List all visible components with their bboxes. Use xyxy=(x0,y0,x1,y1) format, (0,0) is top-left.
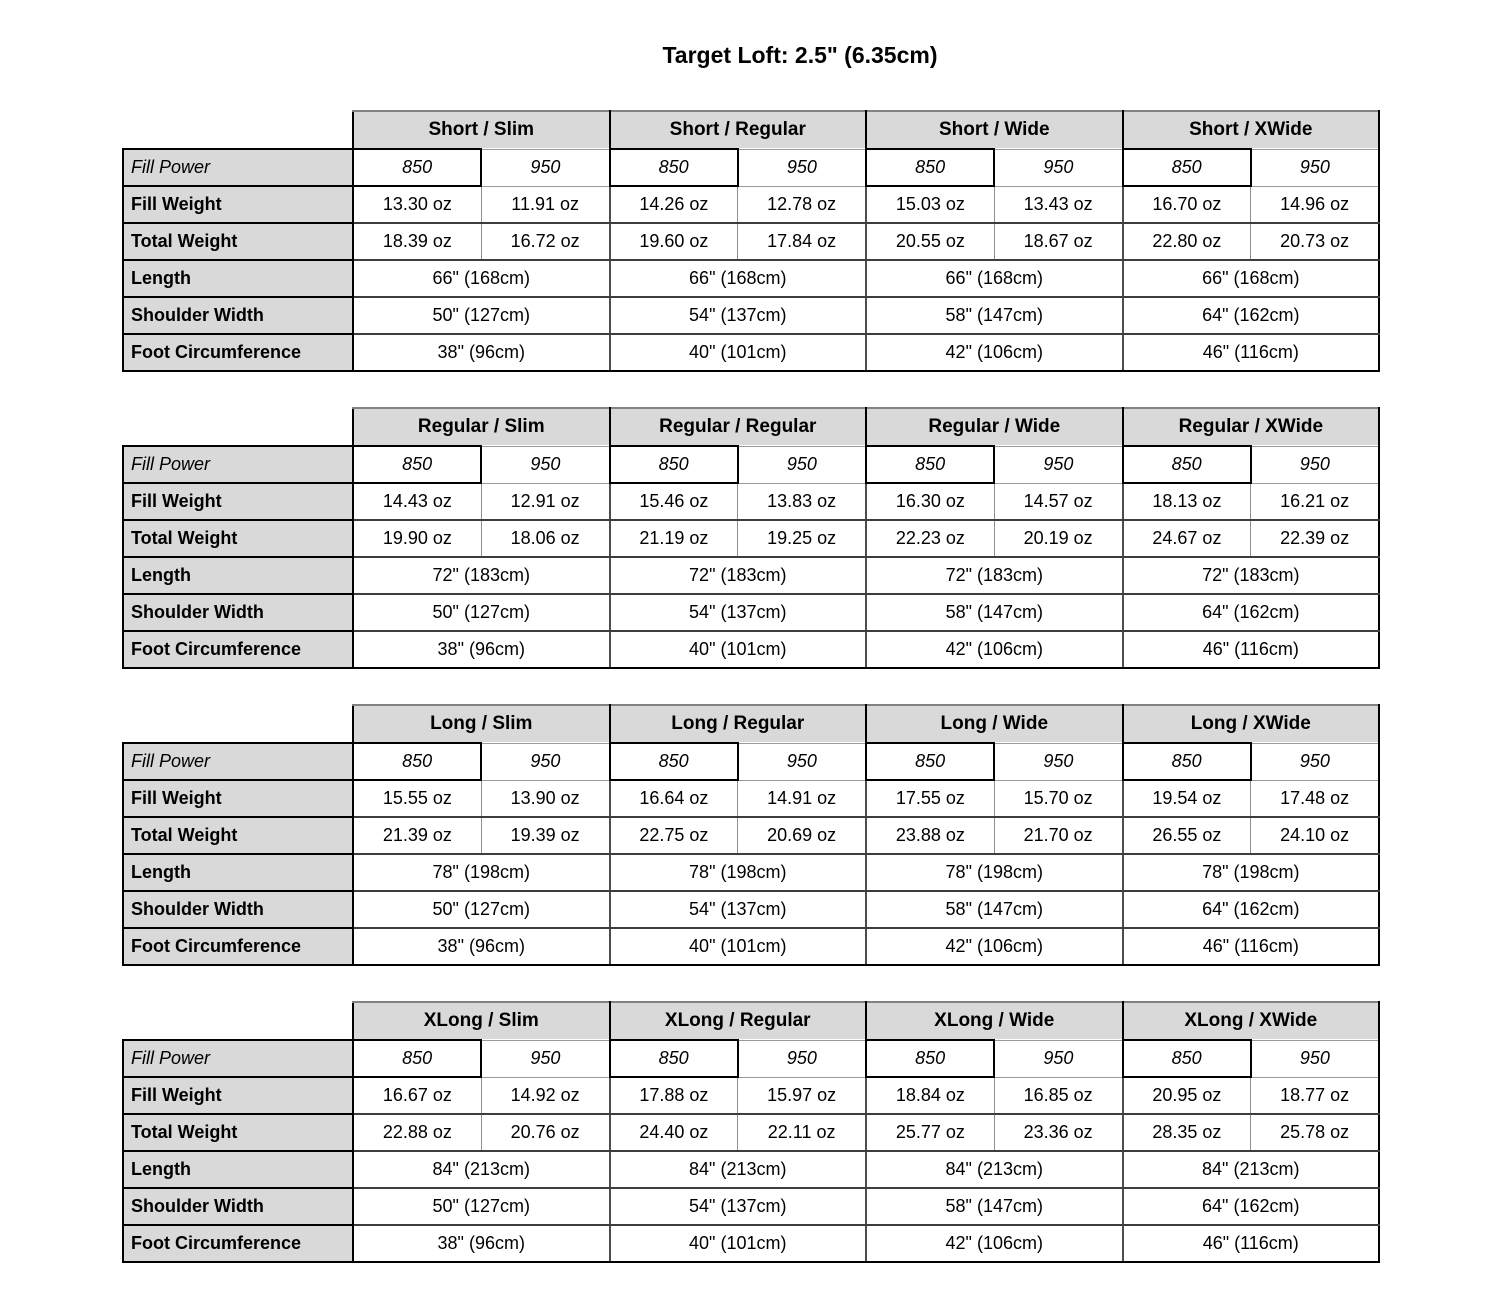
fill-power-value: 950 xyxy=(994,743,1122,780)
fill-weight-value: 15.70 oz xyxy=(994,780,1122,817)
total-weight-value: 16.72 oz xyxy=(481,223,609,260)
length-value: 66" (168cm) xyxy=(866,260,1123,297)
shoulder-width-value: 54" (137cm) xyxy=(610,297,867,334)
total-weight-value: 18.39 oz xyxy=(353,223,481,260)
shoulder-width-value: 64" (162cm) xyxy=(1123,594,1380,631)
shoulder-width-value: 58" (147cm) xyxy=(866,297,1123,334)
foot-circumference-value: 46" (116cm) xyxy=(1123,928,1380,965)
total-weight-value: 17.84 oz xyxy=(738,223,866,260)
corner-cell xyxy=(123,408,353,446)
fill-weight-value: 15.55 oz xyxy=(353,780,481,817)
shoulder-width-value: 64" (162cm) xyxy=(1123,297,1380,334)
fill-weight-value: 16.70 oz xyxy=(1123,186,1251,223)
fill-power-value: 950 xyxy=(738,743,866,780)
foot-circumference-value: 40" (101cm) xyxy=(610,928,867,965)
row-label-shoulder-width: Shoulder Width xyxy=(123,1188,353,1225)
fill-power-value: 950 xyxy=(994,446,1122,483)
total-weight-value: 19.39 oz xyxy=(481,817,609,854)
fill-weight-value: 18.77 oz xyxy=(1251,1077,1379,1114)
fill-power-value: 850 xyxy=(610,446,738,483)
fill-power-value: 850 xyxy=(610,743,738,780)
column-header: Long / Slim xyxy=(353,705,610,743)
length-value: 84" (213cm) xyxy=(353,1151,610,1188)
row-label-fill-power: Fill Power xyxy=(123,149,353,186)
shoulder-width-value: 50" (127cm) xyxy=(353,297,610,334)
total-weight-value: 22.23 oz xyxy=(866,520,994,557)
corner-cell xyxy=(123,705,353,743)
total-weight-value: 26.55 oz xyxy=(1123,817,1251,854)
total-weight-value: 24.40 oz xyxy=(610,1114,738,1151)
row-label-foot-circumference: Foot Circumference xyxy=(123,334,353,371)
row-label-shoulder-width: Shoulder Width xyxy=(123,594,353,631)
fill-weight-value: 18.84 oz xyxy=(866,1077,994,1114)
fill-power-value: 950 xyxy=(481,1040,609,1077)
total-weight-value: 22.80 oz xyxy=(1123,223,1251,260)
column-header: Long / Regular xyxy=(610,705,867,743)
length-value: 84" (213cm) xyxy=(610,1151,867,1188)
column-header: Short / XWide xyxy=(1123,111,1380,149)
fill-weight-value: 11.91 oz xyxy=(481,186,609,223)
fill-power-value: 850 xyxy=(610,149,738,186)
shoulder-width-value: 64" (162cm) xyxy=(1123,1188,1380,1225)
foot-circumference-value: 42" (106cm) xyxy=(866,928,1123,965)
shoulder-width-value: 54" (137cm) xyxy=(610,1188,867,1225)
row-label-total-weight: Total Weight xyxy=(123,223,353,260)
shoulder-width-value: 50" (127cm) xyxy=(353,891,610,928)
total-weight-value: 19.25 oz xyxy=(738,520,866,557)
shoulder-width-value: 54" (137cm) xyxy=(610,594,867,631)
foot-circumference-value: 40" (101cm) xyxy=(610,1225,867,1262)
length-value: 72" (183cm) xyxy=(1123,557,1380,594)
fill-power-value: 850 xyxy=(353,149,481,186)
row-label-length: Length xyxy=(123,557,353,594)
corner-cell xyxy=(123,1002,353,1040)
fill-weight-value: 14.91 oz xyxy=(738,780,866,817)
total-weight-value: 19.60 oz xyxy=(610,223,738,260)
total-weight-value: 18.06 oz xyxy=(481,520,609,557)
total-weight-value: 24.10 oz xyxy=(1251,817,1379,854)
foot-circumference-value: 38" (96cm) xyxy=(353,334,610,371)
shoulder-width-value: 58" (147cm) xyxy=(866,594,1123,631)
fill-weight-value: 16.67 oz xyxy=(353,1077,481,1114)
fill-weight-value: 17.55 oz xyxy=(866,780,994,817)
fill-power-value: 850 xyxy=(610,1040,738,1077)
fill-power-value: 950 xyxy=(738,446,866,483)
length-value: 78" (198cm) xyxy=(353,854,610,891)
fill-power-value: 950 xyxy=(738,1040,866,1077)
fill-weight-value: 16.30 oz xyxy=(866,483,994,520)
fill-power-value: 950 xyxy=(738,149,866,186)
column-header: Short / Wide xyxy=(866,111,1123,149)
fill-weight-value: 20.95 oz xyxy=(1123,1077,1251,1114)
size-table-short xyxy=(122,110,1380,372)
fill-weight-value: 18.13 oz xyxy=(1123,483,1251,520)
fill-weight-value: 16.64 oz xyxy=(610,780,738,817)
page-title: Target Loft: 2.5" (6.35cm) xyxy=(662,42,938,68)
total-weight-value: 24.67 oz xyxy=(1123,520,1251,557)
total-weight-value: 20.69 oz xyxy=(738,817,866,854)
fill-weight-value: 14.57 oz xyxy=(994,483,1122,520)
length-value: 72" (183cm) xyxy=(866,557,1123,594)
fill-power-value: 950 xyxy=(481,743,609,780)
total-weight-value: 23.88 oz xyxy=(866,817,994,854)
row-label-shoulder-width: Shoulder Width xyxy=(123,297,353,334)
fill-power-value: 950 xyxy=(994,149,1122,186)
total-weight-value: 19.90 oz xyxy=(353,520,481,557)
fill-weight-value: 13.30 oz xyxy=(353,186,481,223)
shoulder-width-value: 64" (162cm) xyxy=(1123,891,1380,928)
row-label-foot-circumference: Foot Circumference xyxy=(123,631,353,668)
shoulder-width-value: 54" (137cm) xyxy=(610,891,867,928)
fill-weight-value: 14.96 oz xyxy=(1251,186,1379,223)
fill-weight-value: 16.85 oz xyxy=(994,1077,1122,1114)
fill-power-value: 850 xyxy=(866,149,994,186)
column-header: Long / XWide xyxy=(1123,705,1380,743)
fill-power-value: 850 xyxy=(866,446,994,483)
fill-power-value: 950 xyxy=(1251,446,1379,483)
total-weight-value: 20.76 oz xyxy=(481,1114,609,1151)
fill-weight-value: 12.91 oz xyxy=(481,483,609,520)
foot-circumference-value: 40" (101cm) xyxy=(610,334,867,371)
row-label-length: Length xyxy=(123,1151,353,1188)
shoulder-width-value: 50" (127cm) xyxy=(353,594,610,631)
row-label-foot-circumference: Foot Circumference xyxy=(123,1225,353,1262)
length-value: 72" (183cm) xyxy=(610,557,867,594)
column-header: XLong / XWide xyxy=(1123,1002,1380,1040)
fill-power-value: 850 xyxy=(866,1040,994,1077)
row-label-length: Length xyxy=(123,260,353,297)
length-value: 78" (198cm) xyxy=(610,854,867,891)
total-weight-value: 23.36 oz xyxy=(994,1114,1122,1151)
row-label-total-weight: Total Weight xyxy=(123,520,353,557)
row-label-fill-power: Fill Power xyxy=(123,743,353,780)
shoulder-width-value: 50" (127cm) xyxy=(353,1188,610,1225)
foot-circumference-value: 40" (101cm) xyxy=(610,631,867,668)
row-label-fill-weight: Fill Weight xyxy=(123,483,353,520)
column-header: Regular / Slim xyxy=(353,408,610,446)
row-label-fill-power: Fill Power xyxy=(123,446,353,483)
row-label-fill-weight: Fill Weight xyxy=(123,780,353,817)
total-weight-value: 22.11 oz xyxy=(738,1114,866,1151)
total-weight-value: 28.35 oz xyxy=(1123,1114,1251,1151)
fill-power-value: 950 xyxy=(1251,149,1379,186)
total-weight-value: 22.75 oz xyxy=(610,817,738,854)
foot-circumference-value: 38" (96cm) xyxy=(353,928,610,965)
total-weight-value: 25.77 oz xyxy=(866,1114,994,1151)
row-label-length: Length xyxy=(123,854,353,891)
foot-circumference-value: 42" (106cm) xyxy=(866,631,1123,668)
total-weight-value: 22.39 oz xyxy=(1251,520,1379,557)
fill-weight-value: 15.46 oz xyxy=(610,483,738,520)
foot-circumference-value: 46" (116cm) xyxy=(1123,1225,1380,1262)
row-label-shoulder-width: Shoulder Width xyxy=(123,891,353,928)
column-header: Regular / Wide xyxy=(866,408,1123,446)
size-table-long xyxy=(122,704,1380,966)
length-value: 78" (198cm) xyxy=(866,854,1123,891)
column-header: Regular / XWide xyxy=(1123,408,1380,446)
foot-circumference-value: 46" (116cm) xyxy=(1123,631,1380,668)
column-header: XLong / Regular xyxy=(610,1002,867,1040)
column-header: Regular / Regular xyxy=(610,408,867,446)
fill-weight-value: 13.83 oz xyxy=(738,483,866,520)
length-value: 78" (198cm) xyxy=(1123,854,1380,891)
fill-power-value: 850 xyxy=(1123,743,1251,780)
fill-weight-value: 14.92 oz xyxy=(481,1077,609,1114)
row-label-fill-weight: Fill Weight xyxy=(123,1077,353,1114)
fill-power-value: 850 xyxy=(353,1040,481,1077)
fill-power-value: 850 xyxy=(353,446,481,483)
total-weight-value: 20.19 oz xyxy=(994,520,1122,557)
length-value: 66" (168cm) xyxy=(610,260,867,297)
length-value: 72" (183cm) xyxy=(353,557,610,594)
fill-power-value: 850 xyxy=(353,743,481,780)
size-table-regular xyxy=(122,407,1380,669)
foot-circumference-value: 46" (116cm) xyxy=(1123,334,1380,371)
row-label-total-weight: Total Weight xyxy=(123,1114,353,1151)
shoulder-width-value: 58" (147cm) xyxy=(866,891,1123,928)
tables-container xyxy=(122,110,1380,1298)
total-weight-value: 20.55 oz xyxy=(866,223,994,260)
column-header: Short / Regular xyxy=(610,111,867,149)
fill-power-value: 950 xyxy=(1251,1040,1379,1077)
fill-weight-value: 15.97 oz xyxy=(738,1077,866,1114)
total-weight-value: 21.19 oz xyxy=(610,520,738,557)
length-value: 84" (213cm) xyxy=(866,1151,1123,1188)
length-value: 84" (213cm) xyxy=(1123,1151,1380,1188)
fill-power-value: 950 xyxy=(481,149,609,186)
total-weight-value: 20.73 oz xyxy=(1251,223,1379,260)
fill-weight-value: 12.78 oz xyxy=(738,186,866,223)
fill-power-value: 850 xyxy=(866,743,994,780)
fill-weight-value: 15.03 oz xyxy=(866,186,994,223)
fill-power-value: 950 xyxy=(481,446,609,483)
foot-circumference-value: 38" (96cm) xyxy=(353,1225,610,1262)
fill-power-value: 950 xyxy=(1251,743,1379,780)
fill-weight-value: 13.43 oz xyxy=(994,186,1122,223)
fill-power-value: 850 xyxy=(1123,1040,1251,1077)
fill-weight-value: 14.26 oz xyxy=(610,186,738,223)
total-weight-value: 18.67 oz xyxy=(994,223,1122,260)
total-weight-value: 25.78 oz xyxy=(1251,1114,1379,1151)
column-header: Short / Slim xyxy=(353,111,610,149)
fill-power-value: 950 xyxy=(994,1040,1122,1077)
fill-weight-value: 19.54 oz xyxy=(1123,780,1251,817)
column-header: XLong / Slim xyxy=(353,1002,610,1040)
column-header: Long / Wide xyxy=(866,705,1123,743)
foot-circumference-value: 38" (96cm) xyxy=(353,631,610,668)
total-weight-value: 21.70 oz xyxy=(994,817,1122,854)
row-label-total-weight: Total Weight xyxy=(123,817,353,854)
length-value: 66" (168cm) xyxy=(1123,260,1380,297)
foot-circumference-value: 42" (106cm) xyxy=(866,334,1123,371)
total-weight-value: 21.39 oz xyxy=(353,817,481,854)
fill-power-value: 850 xyxy=(1123,446,1251,483)
size-table-xlong xyxy=(122,1001,1380,1263)
fill-weight-value: 13.90 oz xyxy=(481,780,609,817)
fill-weight-value: 17.48 oz xyxy=(1251,780,1379,817)
fill-weight-value: 16.21 oz xyxy=(1251,483,1379,520)
length-value: 66" (168cm) xyxy=(353,260,610,297)
shoulder-width-value: 58" (147cm) xyxy=(866,1188,1123,1225)
column-header: XLong / Wide xyxy=(866,1002,1123,1040)
fill-weight-value: 17.88 oz xyxy=(610,1077,738,1114)
total-weight-value: 22.88 oz xyxy=(353,1114,481,1151)
row-label-foot-circumference: Foot Circumference xyxy=(123,928,353,965)
foot-circumference-value: 42" (106cm) xyxy=(866,1225,1123,1262)
corner-cell xyxy=(123,111,353,149)
row-label-fill-power: Fill Power xyxy=(123,1040,353,1077)
row-label-fill-weight: Fill Weight xyxy=(123,186,353,223)
fill-weight-value: 14.43 oz xyxy=(353,483,481,520)
fill-power-value: 850 xyxy=(1123,149,1251,186)
